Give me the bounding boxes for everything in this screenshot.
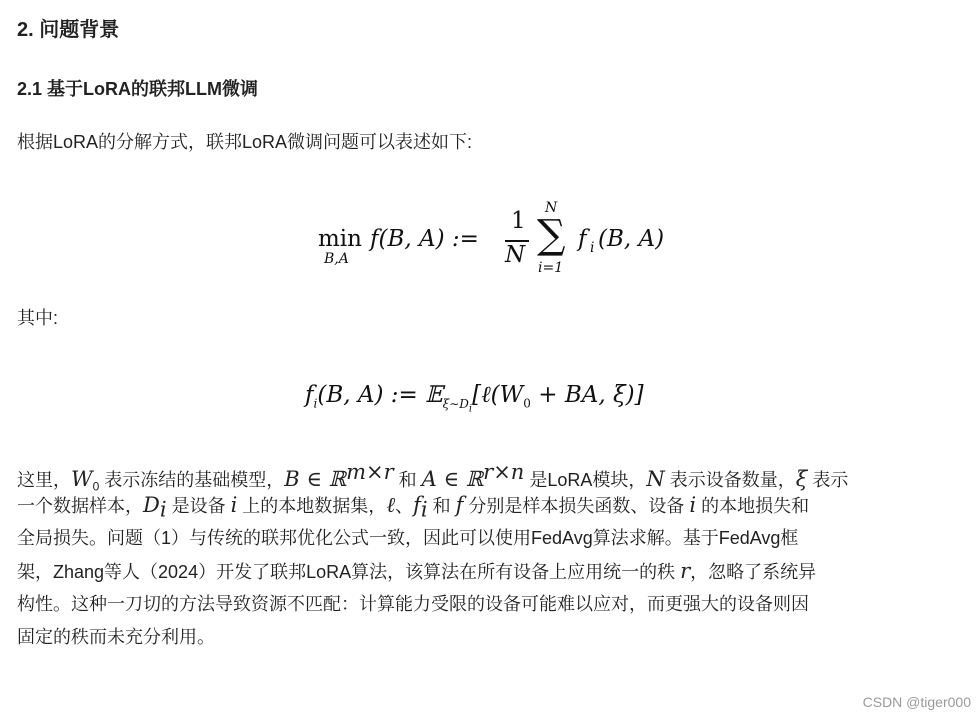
- csdn-watermark: CSDN @tiger000: [862, 694, 971, 710]
- expectation-subscript: ξ∼Di: [442, 396, 473, 414]
- local-f-subscript: i: [313, 396, 318, 411]
- local-loss-equation: [305, 382, 644, 414]
- fraction-numerator: 1: [511, 208, 526, 234]
- sum-lower-limit: i=1: [538, 260, 564, 276]
- objective-equation: [318, 198, 698, 288]
- paragraph-line-2: 一个数据样本，$D_i$ 是设备 i 上的本地数据集，ℓ、$f_i$ 和 f 分别是样本损失函数、设备 i 的本地损失和: [17, 493, 810, 522]
- section-heading: 2. 问题背景: [17, 19, 120, 41]
- where-label: 其中:: [17, 308, 59, 328]
- paragraph-line-4: 架，Zhang等人（2024）开发了联邦LoRA算法，该算法在所有设备上应用统一的秩 r，忽略了系统异: [17, 559, 817, 583]
- min-operator: min: [318, 226, 362, 252]
- paragraph-line-3: 全局损失。问题（1）与传统的联邦优化公式一致，因此可以使用FedAvg算法求解。基于FedAvg框: [17, 528, 799, 548]
- local-rhs: [ℓ(W: [472, 382, 524, 408]
- intro-text: 根据LoRA的分解方式，联邦LoRA微调问题可以表述如下:: [17, 132, 473, 152]
- summand-function: f: [578, 226, 587, 252]
- local-f: f: [305, 382, 314, 408]
- local-rhs-rest: + BA, ξ)]: [530, 382, 644, 408]
- local-lhs-rest: (B, A) := 𝔼: [317, 382, 443, 408]
- w-subscript: 0: [523, 396, 531, 411]
- explanation-paragraph: [17, 456, 976, 654]
- summand-args: (B, A): [598, 226, 665, 252]
- sum-upper-limit: N: [545, 200, 558, 216]
- paragraph-line-5: 构性。这种一刀切的方法导致资源不匹配：计算能力受限的设备可能难以应对，而更强大的设备则因: [17, 594, 809, 614]
- subsection-heading: 2.1 基于LoRA的联邦LLM微调: [17, 79, 258, 99]
- fraction-denominator: N: [505, 242, 526, 268]
- sum-symbol: ∑: [537, 212, 566, 258]
- paragraph-line-6: 固定的秩而未充分利用。: [17, 627, 215, 647]
- objective-lhs: f(B, A) :=: [370, 226, 479, 252]
- paragraph-line-1: 这里，$W_0$ 表示冻结的基础模型，B ∈ ℝ$^{m\times r}$ 和 A ∈ ℝ$^{r\times n}$ 是LoRA模块，N 表示设备数量，ξ 表示: [17, 460, 849, 494]
- min-subscript: B,A: [324, 251, 349, 267]
- summand-subscript: i: [590, 240, 595, 256]
